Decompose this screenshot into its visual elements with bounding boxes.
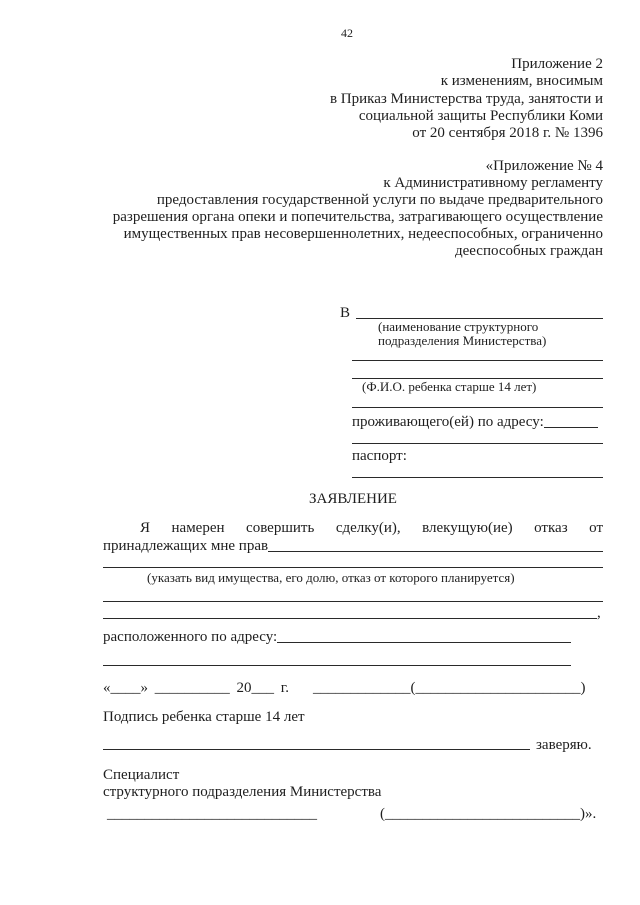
recipient-caption: подразделения Министерства)	[378, 333, 547, 348]
recipient-label: В	[340, 305, 351, 321]
specialist-name-field: (__________________________)».	[380, 806, 597, 822]
property-blank	[103, 567, 603, 568]
regulation-line: предоставления государственной услуги по выдаче предварительного	[156, 192, 603, 208]
page-number: 42	[341, 26, 353, 40]
child-name-caption: (Ф.И.О. ребенка старше 14 лет)	[362, 379, 537, 394]
specialist-title: Специалист	[103, 767, 180, 783]
regulation-line: «Приложение № 4	[485, 158, 603, 174]
rights-row	[103, 538, 603, 555]
annex-line: Приложение 2	[511, 56, 603, 72]
date-field: «____» __________ 20___ г.	[103, 680, 289, 696]
location-blank	[277, 642, 571, 643]
location-row	[103, 629, 571, 646]
applicant-signature-field: _____________(______________________)	[313, 680, 586, 696]
passport-blank	[352, 477, 603, 478]
address-blank	[544, 427, 598, 428]
certify-label: заверяю.	[536, 737, 592, 753]
document-title: ЗАЯВЛЕНИЕ	[309, 491, 397, 507]
specialist-department: структурного подразделения Министерства	[103, 784, 382, 800]
statement-line: Я намерен совершить сделку(и), влекущую(ие) отказ от	[140, 520, 603, 536]
blank-line	[352, 407, 603, 408]
blank-line	[352, 360, 603, 361]
line-comma: ,	[597, 605, 601, 621]
regulation-line: имущественных прав несовершеннолетних, недееспособных, ограниченно	[123, 226, 603, 242]
child-signature-label: Подпись ребенка старше 14 лет	[103, 709, 305, 725]
location-label: расположенного по адресу:	[103, 629, 278, 645]
annex-line: от 20 сентября 2018 г. № 1396	[412, 125, 603, 141]
regulation-line: к Административному регламенту	[383, 175, 603, 191]
address-row	[352, 414, 598, 431]
annex-line: к изменениям, вносимым	[440, 73, 603, 89]
specialist-signature-field: ____________________________	[107, 806, 317, 822]
address-label: проживающего(ей) по адресу:	[352, 414, 544, 430]
annex-line: в Приказ Министерства труда, занятости и	[329, 91, 603, 107]
passport-label: паспорт:	[352, 448, 407, 464]
certification-blank	[103, 749, 530, 750]
blank-line	[352, 443, 603, 444]
regulation-line: дееспособных граждан	[454, 243, 603, 259]
regulation-line: разрешения органа опеки и попечительства, затрагивающего осуществление	[112, 209, 603, 225]
blank-line	[103, 601, 603, 602]
annex-line: социальной защиты Республики Коми	[358, 108, 603, 124]
blank-line	[103, 618, 597, 619]
property-caption: (указать вид имущества, его долю, отказ от которого планируется)	[147, 570, 515, 585]
recipient-caption: (наименование структурного	[378, 319, 539, 334]
rights-blank	[268, 551, 603, 552]
blank-line	[103, 665, 571, 666]
rights-label: принадлежащих мне прав	[103, 538, 269, 554]
